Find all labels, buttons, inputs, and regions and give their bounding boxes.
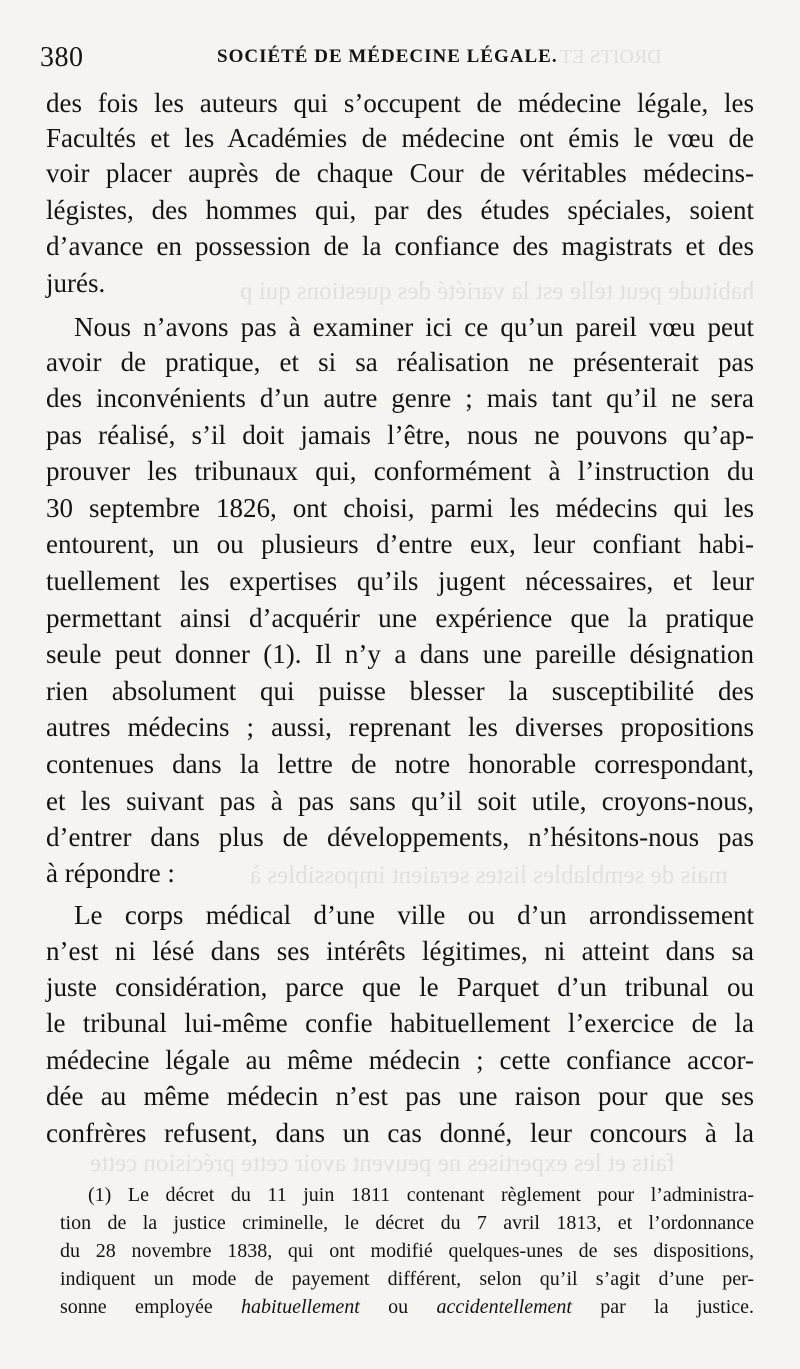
page-number: 380 bbox=[40, 42, 84, 73]
body-line: confrères refusent, dans un cas donné, leur concours à la bbox=[46, 1118, 754, 1148]
body-line: juste considération, parce que le Parquet d’un tribunal ou bbox=[46, 972, 754, 1002]
body-line: jurés. bbox=[46, 268, 106, 298]
show-through-text: mais de semblables listes seraient impossibles à bbox=[250, 862, 728, 889]
body-line: des inconvénients d’un autre genre ; mais tant qu’il ne sera bbox=[46, 383, 754, 413]
show-through-text: faits et les expertises ne peuvent avoir cette précision cette bbox=[90, 1150, 676, 1177]
body-line: à répondre : bbox=[46, 858, 175, 888]
body-line: d’entrer dans plus de développements, n’hésitons-nous pas bbox=[46, 822, 754, 852]
body-line: Le corps médical d’une ville ou d’un arrondissement bbox=[74, 900, 754, 930]
body-line: rien absolument qui puisse blesser la susceptibilité des bbox=[46, 676, 754, 706]
body-line: Nous n’avons pas à examiner ici ce qu’un pareil vœu peut bbox=[74, 312, 754, 342]
body-line: dée au même médecin n’est pas une raison pour que ses bbox=[46, 1081, 754, 1111]
body-line: avoir de pratique, et si sa réalisation ne présenterait pas bbox=[46, 347, 754, 377]
footnote-italic-text: habituellement bbox=[241, 1296, 360, 1318]
body-line: pas réalisé, s’il doit jamais l’être, nous ne pouvons qu’ap- bbox=[46, 420, 754, 450]
show-through-text: DROITS ET bbox=[560, 46, 662, 68]
footnote-text: sonne employée bbox=[60, 1296, 241, 1318]
footnote-line: tion de la justice criminelle, le décret du 7 avril 1813, et l’ordonnance bbox=[60, 1212, 754, 1234]
body-line: permettant ainsi d’acquérir une expérience que la pratique bbox=[46, 603, 754, 633]
body-line: légistes, des hommes qui, par des études spéciales, soient bbox=[46, 195, 754, 225]
body-line: d’avance en possession de la confiance des magistrats et des bbox=[46, 231, 754, 261]
footnote-text: par la justice. bbox=[571, 1296, 755, 1318]
body-line: entourent, un ou plusieurs d’entre eux, leur confiant habi- bbox=[46, 529, 754, 559]
body-line: Facultés et les Académies de médecine ont émis le vœu de bbox=[46, 123, 754, 153]
body-line: tuellement les expertises qu’ils jugent nécessaires, et leur bbox=[46, 566, 754, 596]
footnote-italic-text: accidentellement bbox=[436, 1296, 572, 1318]
body-line: le tribunal lui-même confie habituellement l’exercice de la bbox=[46, 1008, 754, 1038]
footnote-last-line bbox=[60, 1294, 754, 1321]
body-line: contenues dans la lettre de notre honorable correspondant, bbox=[46, 749, 754, 779]
body-line: des fois les auteurs qui s’occupent de médecine légale, les bbox=[46, 88, 754, 118]
body-line: et les suivant pas à pas sans qu’il soit utile, croyons-nous, bbox=[46, 786, 754, 816]
footnote-text: ou bbox=[359, 1296, 437, 1318]
body-line: seule peut donner (1). Il n’y a dans une pareille désignation bbox=[46, 639, 754, 669]
footnote-line: du 28 novembre 1838, qui ont modifié quelques-unes de ses dispositions, bbox=[60, 1240, 754, 1262]
footnote-line: indiquent un mode de payement différent, selon qu’il s’agit d’une per- bbox=[60, 1268, 754, 1290]
page-header bbox=[40, 40, 770, 74]
body-line: prouver les tribunaux qui, conformément à l’instruction du bbox=[46, 456, 754, 486]
body-line: médecine légale au même médecin ; cette confiance accor- bbox=[46, 1045, 754, 1075]
body-line: 30 septembre 1826, ont choisi, parmi les médecins qui les bbox=[46, 493, 754, 523]
body-line: voir placer auprès de chaque Cour de véritables médecins- bbox=[46, 158, 754, 188]
running-title: SOCIÉTÉ DE MÉDECINE LÉGALE. bbox=[217, 46, 558, 67]
body-line: n’est ni lésé dans ses intérêts légitimes, ni atteint dans sa bbox=[46, 936, 754, 966]
show-through-text: habitude peut telle est la variété des questions qui p bbox=[240, 278, 755, 305]
body-line: autres médecins ; aussi, reprenant les diverses propositions bbox=[46, 712, 754, 742]
footnote-line: (1) Le décret du 11 juin 1811 contenant règlement pour l’administra- bbox=[88, 1184, 754, 1206]
